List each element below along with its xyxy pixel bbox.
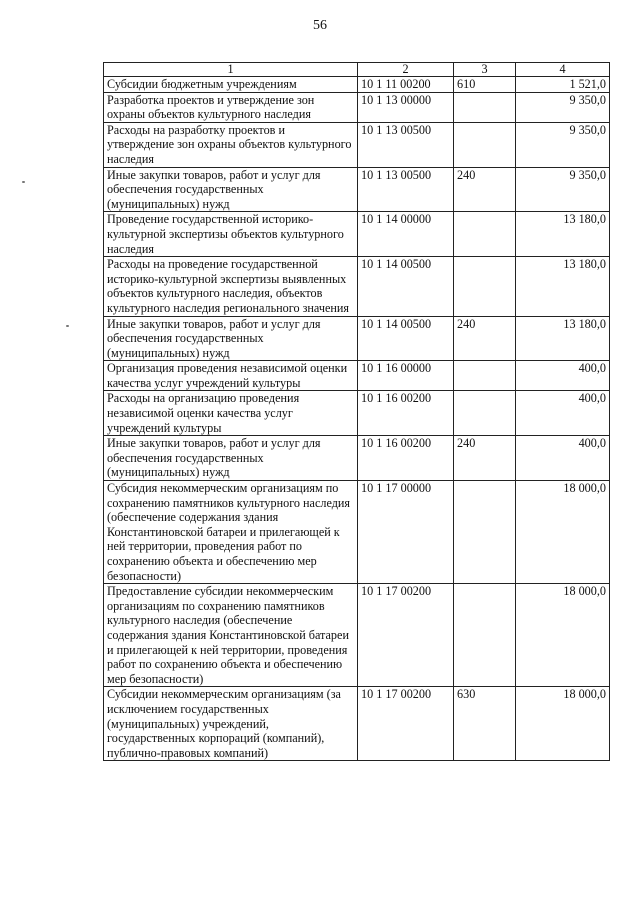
row-amount: 400,0 [516, 361, 610, 391]
row-amount: 13 180,0 [516, 316, 610, 361]
row-name: Расходы на организацию проведения независимой оценки качества услуг учреждений культуры [104, 391, 358, 436]
row-expense-type [454, 122, 516, 167]
table-row [104, 122, 610, 167]
row-code: 10 1 13 00500 [358, 167, 454, 212]
row-code: 10 1 16 00000 [358, 361, 454, 391]
row-code: 10 1 16 00200 [358, 391, 454, 436]
row-expense-type [454, 257, 516, 316]
table-row [104, 316, 610, 361]
row-name: Расходы на проведение государственной историко-культурной экспертизы выявленных объектов культурного наследия, объектов культурного наследия регионального значения [104, 257, 358, 316]
table-row [104, 391, 610, 436]
row-name: Организация проведения независимой оценки качества услуг учреждений культуры [104, 361, 358, 391]
row-amount: 18 000,0 [516, 584, 610, 687]
row-code: 10 1 17 00200 [358, 584, 454, 687]
row-amount: 400,0 [516, 391, 610, 436]
row-amount: 13 180,0 [516, 257, 610, 316]
row-expense-type: 240 [454, 316, 516, 361]
row-code: 10 1 13 00500 [358, 122, 454, 167]
row-amount: 9 350,0 [516, 92, 610, 122]
header-col-2: 2 [358, 63, 454, 77]
table-row [104, 92, 610, 122]
row-name: Расходы на разработку проектов и утверждение зон охраны объектов культурного наследия [104, 122, 358, 167]
row-code: 10 1 14 00500 [358, 316, 454, 361]
row-code: 10 1 11 00200 [358, 77, 454, 93]
row-name: Проведение государственной историко-культурной экспертизы объектов культурного наследия [104, 212, 358, 257]
row-name: Субсидии бюджетным учреждениям [104, 77, 358, 93]
scan-speck [66, 325, 69, 327]
row-expense-type: 240 [454, 167, 516, 212]
row-expense-type [454, 481, 516, 584]
scan-speck [22, 181, 25, 183]
row-name: Иные закупки товаров, работ и услуг для обеспечения государственных (муниципальных) нужд [104, 436, 358, 481]
table-row [104, 167, 610, 212]
table-row [104, 687, 610, 761]
row-code: 10 1 17 00200 [358, 687, 454, 761]
table-header-row [104, 63, 610, 77]
table-row [104, 77, 610, 93]
table-row [104, 212, 610, 257]
table-row [104, 361, 610, 391]
row-amount: 18 000,0 [516, 481, 610, 584]
row-expense-type: 240 [454, 436, 516, 481]
row-code: 10 1 14 00500 [358, 257, 454, 316]
header-col-3: 3 [454, 63, 516, 77]
page-number: 56 [313, 18, 327, 33]
budget-table [103, 62, 610, 761]
row-expense-type: 630 [454, 687, 516, 761]
row-expense-type [454, 361, 516, 391]
row-expense-type [454, 92, 516, 122]
row-name: Субсидия некоммерческим организациям по сохранению памятников культурного наследия (обеспечение содержания здания Константиновской батареи и прилегающей к ней территории, проведения работ по сохранению объекта и обеспечению мер безопасности) [104, 481, 358, 584]
header-col-4: 4 [516, 63, 610, 77]
row-amount: 18 000,0 [516, 687, 610, 761]
row-code: 10 1 16 00200 [358, 436, 454, 481]
row-amount: 9 350,0 [516, 167, 610, 212]
row-name: Предоставление субсидии некоммерческим организациям по сохранению памятников культурного наследия (обеспечение содержания здания Константиновской батареи и прилегающей к ней территории, проведения работ по сохранению объекта и обеспечению мер безопасности) [104, 584, 358, 687]
row-code: 10 1 17 00000 [358, 481, 454, 584]
row-expense-type: 610 [454, 77, 516, 93]
table-row [104, 436, 610, 481]
row-amount: 9 350,0 [516, 122, 610, 167]
row-code: 10 1 13 00000 [358, 92, 454, 122]
table-row [104, 257, 610, 316]
row-name: Субсидии некоммерческим организациям (за исключением государственных (муниципальных) учреждений, государственных корпораций (компаний), публично-правовых компаний) [104, 687, 358, 761]
row-code: 10 1 14 00000 [358, 212, 454, 257]
table-row [104, 584, 610, 687]
row-name: Иные закупки товаров, работ и услуг для обеспечения государственных (муниципальных) нужд [104, 167, 358, 212]
row-name: Иные закупки товаров, работ и услуг для обеспечения государственных (муниципальных) нужд [104, 316, 358, 361]
row-amount: 1 521,0 [516, 77, 610, 93]
table-row [104, 481, 610, 584]
row-expense-type [454, 391, 516, 436]
row-amount: 13 180,0 [516, 212, 610, 257]
header-col-1: 1 [104, 63, 358, 77]
row-amount: 400,0 [516, 436, 610, 481]
row-expense-type [454, 584, 516, 687]
row-expense-type [454, 212, 516, 257]
row-name: Разработка проектов и утверждение зон охраны объектов культурного наследия [104, 92, 358, 122]
